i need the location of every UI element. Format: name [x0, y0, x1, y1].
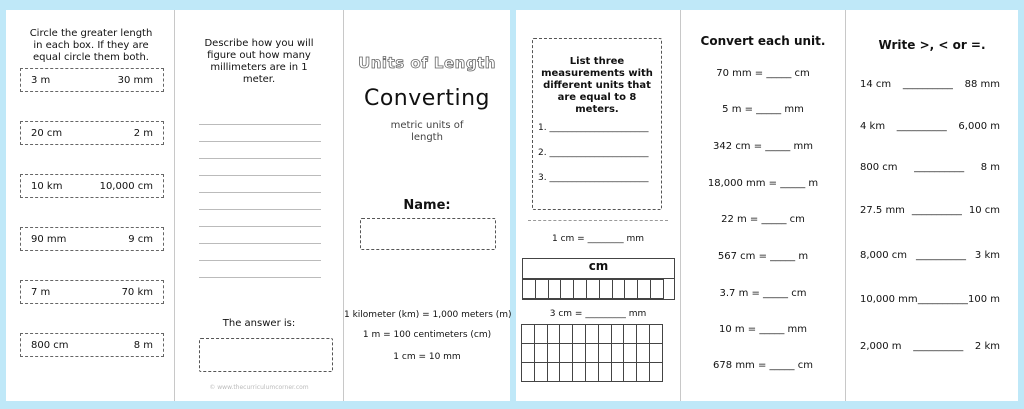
compare-blank[interactable]: __________ — [915, 250, 966, 261]
name-label: Name: — [403, 198, 451, 213]
compare-title: Write >, < or =. — [878, 38, 986, 52]
grid-cell — [624, 279, 638, 299]
convert-item[interactable]: 567 cm = _____ m — [717, 251, 809, 262]
grid-cell — [649, 362, 663, 382]
compare-item[interactable] — [860, 121, 1000, 132]
writing-line[interactable] — [199, 260, 321, 261]
grid-cell — [611, 324, 625, 344]
panel-cover — [344, 10, 510, 401]
length-pair-box[interactable] — [20, 174, 164, 198]
grid-cell — [559, 324, 573, 344]
length-pair-box[interactable] — [20, 333, 164, 357]
compare-item[interactable] — [860, 79, 1000, 90]
convert-item[interactable]: 678 mm = _____ cm — [713, 360, 813, 371]
writing-line[interactable] — [199, 226, 321, 227]
grid-cell — [521, 362, 535, 382]
grid-cell — [522, 279, 536, 299]
grid-cell — [585, 343, 599, 363]
grid-cell — [598, 362, 612, 382]
compare-b: 3 km — [974, 250, 1000, 261]
compare-a: 10,000 mm — [860, 294, 918, 305]
compare-a: 2,000 m — [860, 341, 902, 352]
length-pair-box[interactable] — [20, 280, 164, 304]
cm-grid-header: cm — [523, 259, 674, 279]
grid-cell — [547, 324, 561, 344]
compare-blank[interactable]: __________ — [896, 121, 947, 132]
cover-subtitle: metric units of length — [390, 120, 464, 143]
writing-line[interactable] — [199, 243, 321, 244]
compare-item[interactable] — [860, 205, 1000, 216]
convert-item[interactable]: 18,000 mm = _____ m — [707, 178, 819, 189]
grid-cell — [623, 324, 637, 344]
grid-cell — [611, 343, 625, 363]
writing-line[interactable] — [199, 124, 321, 125]
grid-row — [522, 324, 675, 344]
compare-b: 6,000 m — [958, 121, 1000, 132]
compare-b: 88 mm — [964, 79, 1000, 90]
grid-cell — [572, 343, 586, 363]
compare-blank[interactable]: __________ — [902, 79, 953, 90]
grid-cell — [650, 279, 664, 299]
outline-title: Units of Length — [358, 54, 496, 72]
grid-cell — [585, 362, 599, 382]
grid-cell — [534, 343, 548, 363]
answer-label: The answer is: — [222, 318, 296, 329]
length-b: 2 m — [133, 127, 153, 139]
grid-cell — [598, 324, 612, 344]
grid-cell — [623, 362, 637, 382]
grid-cell — [611, 362, 625, 382]
grid-cell — [560, 279, 574, 299]
mm-grid-row — [523, 279, 674, 299]
compare-blank[interactable]: __________ — [914, 162, 965, 173]
grid-cell — [534, 324, 548, 344]
convert-item[interactable]: 3.7 m = _____ cm — [719, 288, 807, 299]
length-pair-box[interactable] — [20, 227, 164, 251]
compare-a: 14 cm — [860, 79, 892, 90]
panel-circle-greater — [6, 10, 174, 401]
grid-cell — [572, 324, 586, 344]
grid-cell — [572, 362, 586, 382]
compare-b: 100 m — [967, 294, 1000, 305]
fact-km: 1 kilometer (km) = 1,000 meters (m) — [344, 310, 512, 320]
compare-a: 800 cm — [860, 162, 898, 173]
eq-3cm: 3 cm = _________ mm — [549, 309, 647, 319]
grid-cell — [535, 279, 549, 299]
compare-b: 8 m — [980, 162, 1000, 173]
fact-m: 1 m = 100 centimeters (cm) — [362, 330, 492, 340]
cover-title: Converting — [363, 86, 490, 111]
grid-cell — [636, 324, 650, 344]
list-item-2[interactable]: 2. ______________________ — [538, 148, 649, 158]
grid-cell — [573, 279, 587, 299]
cm-grid — [522, 258, 675, 300]
length-pair-box[interactable] — [20, 68, 164, 92]
length-b: 70 km — [121, 286, 153, 298]
grid-cell — [636, 343, 650, 363]
grid-cell — [637, 279, 651, 299]
compare-b: 2 km — [974, 341, 1000, 352]
grid-cell — [586, 279, 600, 299]
compare-blank[interactable]: __________ — [911, 205, 962, 216]
compare-item[interactable] — [860, 250, 1000, 261]
panel-compare — [846, 10, 1018, 401]
grid-cell — [599, 279, 613, 299]
length-a: 90 mm — [31, 233, 67, 245]
fact-cm: 1 cm = 10 mm — [393, 352, 461, 362]
compare-a: 4 km — [860, 121, 886, 132]
grid-cell — [649, 324, 663, 344]
panel-describe — [175, 10, 343, 401]
grid-cell — [521, 343, 535, 363]
grid-cell — [649, 343, 663, 363]
section-divider — [528, 220, 668, 221]
grid-cell — [559, 343, 573, 363]
mm-grid-large — [522, 324, 675, 382]
grid-cell — [585, 324, 599, 344]
compare-a: 8,000 cm — [860, 250, 908, 261]
convert-item[interactable]: 342 cm = _____ mm — [713, 141, 813, 152]
compare-item[interactable] — [860, 341, 1000, 352]
list-prompt: List three measurements with different units that are equal to 8 meters. — [541, 56, 653, 115]
list-item-3[interactable]: 3. ______________________ — [538, 173, 649, 183]
convert-title: Convert each unit. — [700, 34, 826, 48]
grid-cell — [623, 343, 637, 363]
compare-blank[interactable]: __________ — [917, 294, 968, 305]
panel-list-measurements — [516, 10, 680, 401]
length-b: 30 mm — [117, 74, 153, 86]
compare-blank[interactable]: __________ — [913, 341, 964, 352]
writing-line[interactable] — [199, 175, 321, 176]
convert-item[interactable]: 70 mm = _____ cm — [716, 68, 810, 79]
grid-cell — [559, 362, 573, 382]
grid-cell — [598, 343, 612, 363]
describe-prompt: Describe how you will figure out how many millimeters are in 1 meter. — [204, 38, 314, 85]
length-a: 10 km — [31, 180, 63, 192]
answer-box[interactable] — [199, 338, 333, 372]
writing-line[interactable] — [199, 209, 321, 210]
panel1-instructions: Circle the greater length in each box. If they are equal circle them both. — [29, 28, 153, 63]
convert-item[interactable]: 22 m = _____ cm — [721, 214, 805, 225]
compare-a: 27.5 mm — [860, 205, 905, 216]
writing-line[interactable] — [199, 141, 321, 142]
length-b: 10,000 cm — [99, 180, 153, 192]
length-a: 800 cm — [31, 339, 69, 351]
worksheet-right-page — [516, 10, 1018, 401]
length-a: 3 m — [31, 74, 51, 86]
grid-cell — [636, 362, 650, 382]
writing-line[interactable] — [199, 277, 321, 278]
writing-line[interactable] — [199, 158, 321, 159]
length-b: 9 cm — [128, 233, 153, 245]
grid-cell — [547, 343, 561, 363]
convert-item[interactable]: 5 m = _____ mm — [722, 104, 804, 115]
eq-1cm: 1 cm = ________ mm — [552, 234, 644, 244]
worksheet-left-page — [6, 10, 510, 401]
compare-item[interactable] — [860, 162, 1000, 173]
grid-cell — [534, 362, 548, 382]
convert-item[interactable]: 10 m = _____ mm — [718, 324, 808, 335]
grid-cell — [521, 324, 535, 344]
copyright-footer: © www.thecurriculumcorner.com — [209, 384, 309, 391]
grid-cell — [612, 279, 626, 299]
length-pair-box[interactable] — [20, 121, 164, 145]
name-field[interactable] — [360, 218, 496, 250]
grid-cell — [548, 279, 562, 299]
grid-cell — [547, 362, 561, 382]
grid-row — [522, 362, 675, 382]
compare-b: 10 cm — [968, 205, 1000, 216]
length-a: 20 cm — [31, 127, 63, 139]
length-a: 7 m — [31, 286, 51, 298]
panel-convert — [681, 10, 845, 401]
grid-row — [522, 343, 675, 363]
compare-item[interactable] — [860, 294, 1000, 305]
writing-line[interactable] — [199, 192, 321, 193]
list-item-1[interactable]: 1. ______________________ — [538, 123, 649, 133]
length-b: 8 m — [133, 339, 153, 351]
